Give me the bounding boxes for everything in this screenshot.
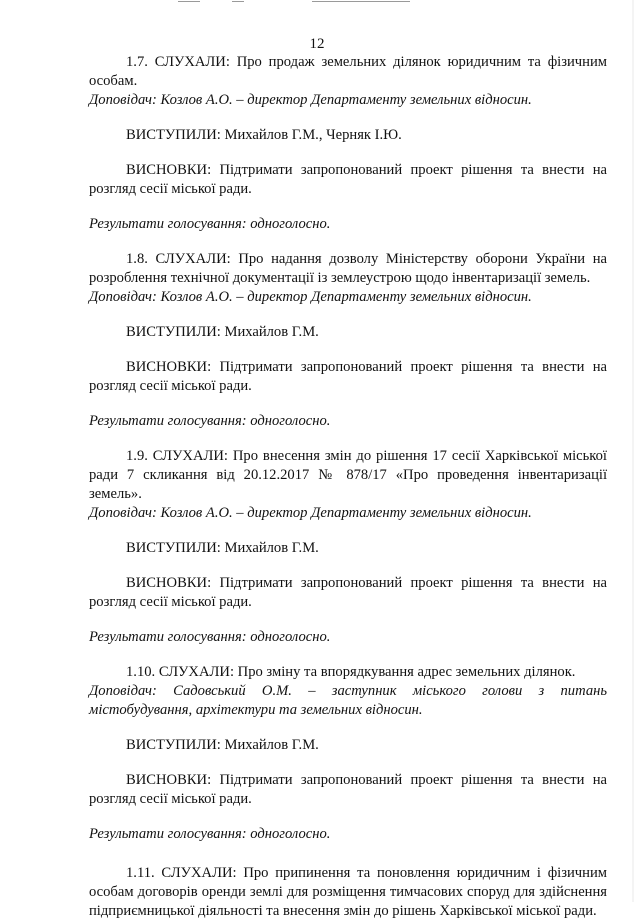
page-number: 12 [309,36,325,52]
speaker-line: Доповідач: Козлов А.О. – директор Департаменту земельних відносин. [89,505,532,521]
speaker-line: Доповідач: Козлов А.О. – директор Департаменту земельних відносин. [89,92,532,108]
voting-result: Результати голосування: одноголосно. [89,216,331,232]
scan-top-rule [312,1,410,2]
agenda-item-1-7 [89,53,607,234]
spoke-line: ВИСТУПИЛИ: Михайлов Г.М. [126,324,319,340]
voting-result: Результати голосування: одноголосно. [89,629,331,645]
heard-paragraph: 1.11. СЛУХАЛИ: Про припинення та поновлення юридичним і фізичним особам договорів оренди землі для розміщення тимчасових споруд для здійснення підприємницької діяльності та внесення змін до рішень Харківської міської ради. [89,865,607,919]
scan-top-rule [232,1,244,2]
heard-paragraph: 1.9. СЛУХАЛИ: Про внесення змін до рішення 17 сесії Харківської міської ради 7 скликання від 20.12.2017 № 878/17 «Про проведення інвентаризації земель». [89,448,607,502]
heard-paragraph: 1.8. СЛУХАЛИ: Про надання дозволу Міністерству оборони України на розроблення технічної документації із землеустрою щодо інвентаризації земель. [89,251,607,286]
conclusions-paragraph: ВИСНОВКИ: Підтримати запропонований проект рішення та внести на розгляд сесії міської ради. [89,575,607,610]
voting-result: Результати голосування: одноголосно. [89,826,331,842]
conclusions-paragraph: ВИСНОВКИ: Підтримати запропонований проект рішення та внести на розгляд сесії міської ради. [89,162,607,197]
voting-result: Результати голосування: одноголосно. [89,413,331,429]
scan-top-rule [178,1,200,2]
heard-paragraph: 1.7. СЛУХАЛИ: Про продаж земельних ділянок юридичним та фізичним особам. [89,54,607,89]
speaker-line: Доповідач: Козлов А.О. – директор Департаменту земельних відносин. [89,289,532,305]
document-body [89,53,607,921]
agenda-item-1-9 [89,447,607,647]
conclusions-paragraph: ВИСНОВКИ: Підтримати запропонований проект рішення та внести на розгляд сесії міської ради. [89,359,607,394]
conclusions-paragraph: ВИСНОВКИ: Підтримати запропонований проект рішення та внести на розгляд сесії міської ради. [89,772,607,807]
spoke-line: ВИСТУПИЛИ: Михайлов Г.М. [126,737,319,753]
spoke-line: ВИСТУПИЛИ: Михайлов Г.М. [126,540,319,556]
agenda-item-1-10 [89,663,607,844]
speaker-line: Доповідач: Садовський О.М. – заступник міського голови з питань містобудування, архітектури та земельних відносин. [89,683,607,718]
spoke-line: ВИСТУПИЛИ: Михайлов Г.М., Черняк І.Ю. [126,127,402,143]
agenda-item-1-11 [89,864,607,921]
heard-paragraph: 1.10. СЛУХАЛИ: Про зміну та впорядкування адрес земельних ділянок. [126,664,576,680]
agenda-item-1-8 [89,250,607,431]
